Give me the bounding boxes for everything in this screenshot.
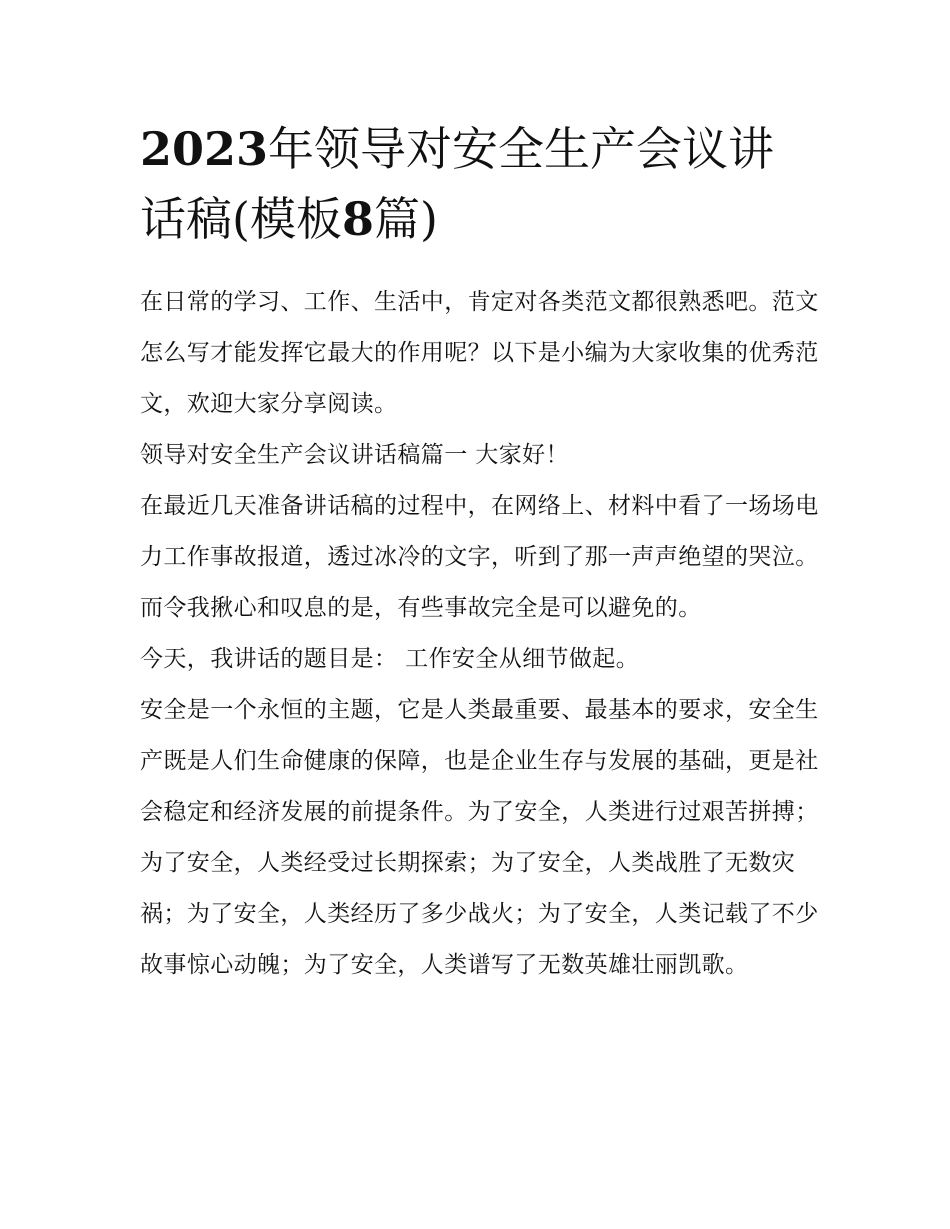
document-body	[140, 277, 820, 991]
title-suffix: 篇)	[373, 192, 438, 246]
paragraph-accident-reports: 在最近几天准备讲话稿的过程中，在网络上、材料中看了一场场电力工作事故报道，透过冰冷的文字，听到了那一声声绝望的哭泣。而令我揪心和叹息的是，有些事故完全是可以避免的。	[140, 493, 819, 621]
title-count: 8	[341, 192, 374, 246]
title-year: 2023	[140, 122, 269, 176]
paragraph-intro: 在日常的学习、工作、生活中，肯定对各类范文都很熟悉吧。范文怎么写才能发挥它最大的作用呢？以下是小编为大家收集的优秀范文，欢迎大家分享阅读。	[140, 289, 819, 417]
paragraph-speech-topic: 今天，我讲话的题目是： 工作安全从细节做起。	[140, 646, 640, 672]
paragraph-section-heading: 领导对安全生产会议讲话稿篇一 大家好！	[140, 442, 569, 468]
paragraph-safety-theme: 安全是一个永恒的主题，它是人类最重要、最基本的要求，安全生产既是人们生命健康的保障，也是企业生存与发展的基础，更是社会稳定和经济发展的前提条件。为了安全，人类进行过艰苦拼搏；为了安全，人类经受过长期探索；为了安全，人类战胜了无数灾祸；为了安全，人类经历了多少战火；为了安全，人类记载了不少故事惊心动魄；为了安全，人类谱写了无数英雄壮丽凯歌。	[140, 697, 819, 978]
title-text: 年领导对安全生产会议讲话稿(模板	[140, 122, 775, 246]
document-title	[140, 114, 820, 254]
